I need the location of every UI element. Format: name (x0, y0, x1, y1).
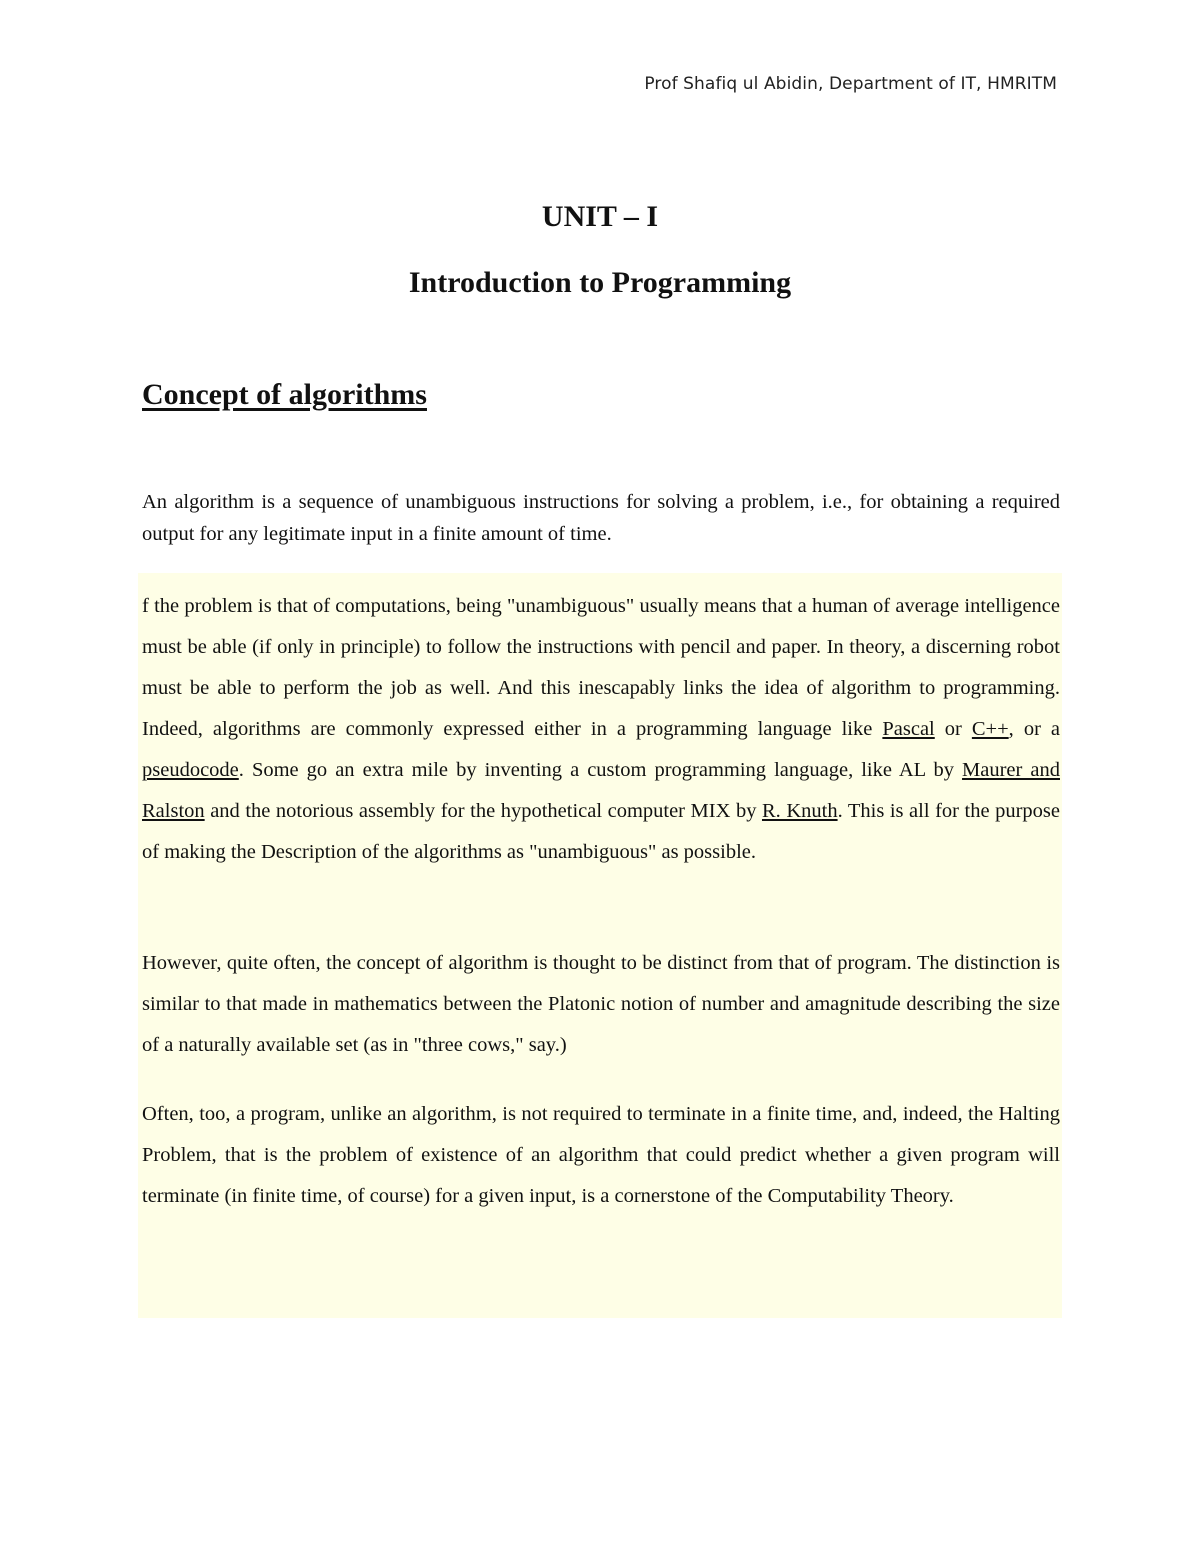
link-maurer-ralston[interactable]: Maurer and Ralston (142, 759, 1060, 822)
paragraph-halting-problem: Often, too, a program, unlike an algorithm, is not required to terminate in a finite time, and, indeed, the Halting Problem, that is the problem of existence of an algorithm that could predict whether a given program will terminate (in finite time, of course) for a given input, is a cornerstone of the Computability Theory. (142, 1103, 1060, 1207)
intro-paragraph: An algorithm is a sequence of unambiguous instructions for solving a problem, i.e., for obtaining a required output for any legitimate input in a finite amount of time. (142, 491, 1060, 545)
link-cpp[interactable]: C++ (971, 718, 1009, 740)
paragraph-text: or (934, 718, 972, 740)
section-heading: Concept of algorithms (142, 378, 427, 411)
link-knuth[interactable]: R. Knuth (761, 800, 838, 822)
paragraph-text: f the problem is that of computations, being "unambiguous" usually means that a human of average intelligence must be able (if only in principle) to follow the instructions with pencil and paper. In theory, a discerning robot must be able to perform the job as well. And this inescapably links the idea of algorithm to programming. Indeed, algorithms are commonly expressed either in a programming language like (142, 595, 1060, 740)
paragraph-text: and the notorious assembly for the hypothetical computer MIX by (204, 800, 762, 822)
link-pseudocode[interactable]: pseudocode (142, 759, 239, 781)
unit-title: UNIT – I (541, 200, 659, 233)
paragraph-text: . Some go an extra mile by inventing a custom programming language, like AL by (238, 759, 963, 781)
paragraph-algorithm-vs-program: However, quite often, the concept of algorithm is thought to be distinct from that of program. The distinction is similar to that made in mathematics between the Platonic notion of number and amagnitude describing the size of a naturally available set (as in "three cows," say.) (142, 952, 1060, 1056)
paragraph-text: . This is all for the purpose of making the Description of the algorithms as "unambiguous" as possible. (142, 800, 1061, 863)
paragraph-ambiguity (142, 586, 1060, 873)
paragraph-text: , or a (1008, 718, 1061, 740)
page-header: Prof Shafiq ul Abidin, Department of IT, HMRITM (644, 74, 1057, 94)
link-pascal[interactable]: Pascal (882, 718, 935, 740)
unit-subtitle: Introduction to Programming (408, 266, 792, 299)
